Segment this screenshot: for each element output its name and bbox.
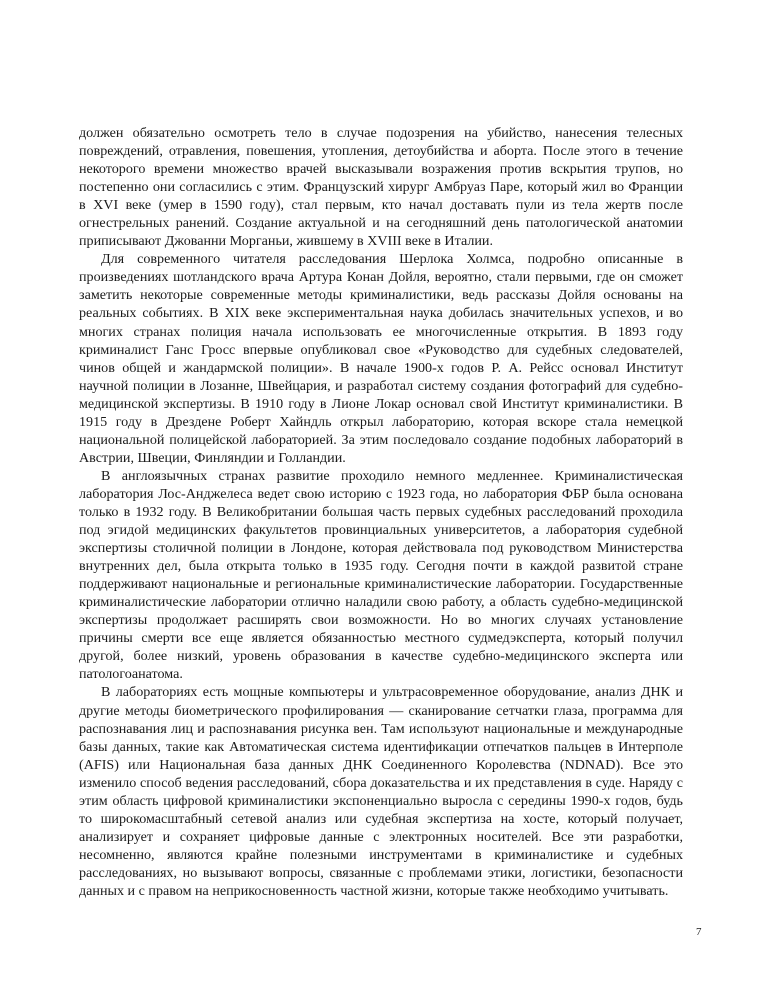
page-number: 7	[696, 926, 702, 938]
page-body	[79, 124, 683, 900]
paragraph-1: должен обязательно осмотреть тело в случае подозрения на убийство, нанесения телесных повреждений, отравления, повешения, утопления, детоубийства и аборта. После этого в течение некоторого времени множество врачей высказывали возражения против вскрытия трупов, но постепенно они согласились с этим. Французский хирург Амбруаз Паре, который жил во Франции в XVI веке (умер в 1590 году), стал первым, кто начал доставать пули из тела жертв после огнестрельных ранений. Создание актуальной и на сегодняшний день патологической анатомии приписывают Джованни Морганьи, жившему в XVIII веке в Италии.	[79, 125, 683, 250]
paragraph-2: Для современного читателя расследования Шерлока Холмса, подробно описанные в произведениях шотландского врача Артура Конан Дойля, вероятно, стали первыми, где он сможет заметить некоторые современные методы криминалистики, ведь рассказы Дойля основаны на реальных событиях. В XIX веке экспериментальная наука добилась значительных успехов, и во многих странах полиция начала использовать ее многочисленные открытия. В 1893 году криминалист Ганс Гросс впервые опубликовал свое «Руководство для судебных следователей, чинов общей и жандармской полиции». В начале 1900-х годов Р. А. Рейсс основал Институт научной полиции в Лозанне, Швейцария, и разработал систему создания фотографий для судебно-медицинской экспертизы. В 1910 году в Лионе Локар основал свой Институт криминалистики. В 1915 году в Дрездене Роберт Хайндль открыл лабораторию, которая вскоре стала немецкой национальной полицейской лабораторией. За этим последовало создание подобных лабораторий в Австрии, Швеции, Финляндии и Голландии.	[79, 251, 683, 466]
paragraph-4: В лабораториях есть мощные компьютеры и ультрасовременное оборудование, анализ ДНК и другие методы биометрического профилирования — сканирование сетчатки глаза, программа для распознавания лиц и распознавания рисунка вен. Там используют национальные и международные базы данных, такие как Автоматическая система идентификации отпечатков пальцев в Интерполе (AFIS) или Национальная база данных ДНК Соединенного Королевства (NDNAD). Все это изменило способ ведения расследований, сбора доказательства и их представления в суде. Наряду с этим область цифровой криминалистики экспоненциально выросла с середины 1990-х годов, будь то широкомасштабный сетевой анализ или судебная экспертиза на хосте, который получает, анализирует и сохраняет цифровые данные с электронных носителей. Все эти разработки, несомненно, являются крайне полезными инструментами в криминалистике и судебных расследованиях, но вызывают вопросы, связанные с проблемами этики, логистики, безопасности данных и с правом на неприкосновенность частной жизни, которые также необходимо учитывать.	[79, 684, 683, 899]
paragraph-3: В англоязычных странах развитие проходило немного медленнее. Криминалистическая лаборатория Лос-Анджелеса ведет свою историю с 1923 года, но лаборатория ФБР была основана только в 1932 году. В Великобритании большая часть первых судебных расследований проходила под эгидой медицинских факультетов провинциальных университетов, а лаборатория судебной экспертизы столичной полиции в Лондоне, которая действовала под руководством Министерства внутренних дел, была открыта только в 1935 году. Сегодня почти в каждой развитой стране поддерживают национальные и региональные криминалистические лаборатории. Государственные криминалистические лаборатории отлично наладили свою работу, а область судебно-медицинской экспертизы продолжает расширять свои возможности. Но во многих случаях установление причины смерти все еще является обязанностью местного судмедэксперта, который получил другой, более низкий, уровень образования в качестве судебно-медицинского эксперта или патологоанатома.	[79, 467, 683, 683]
